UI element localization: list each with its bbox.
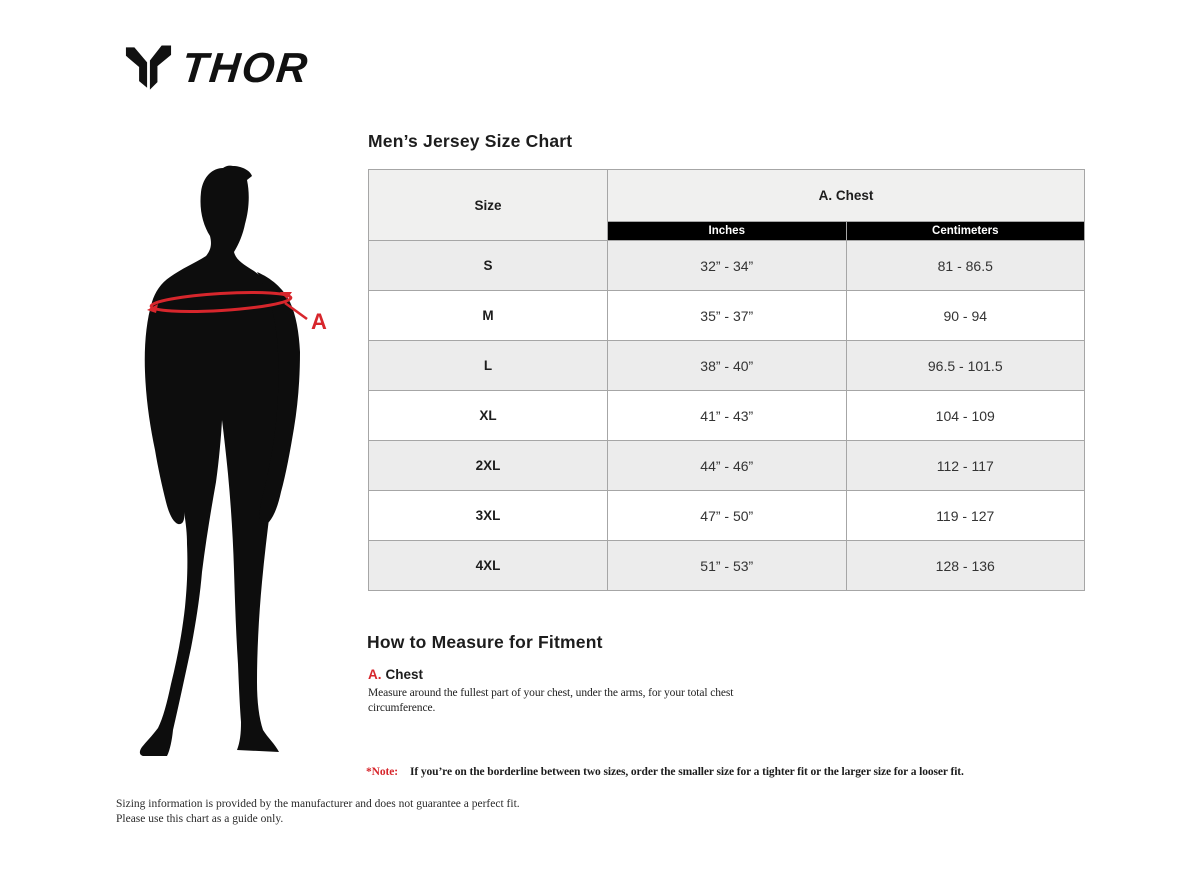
table-row [369,441,1085,491]
disclaimer [116,797,546,827]
column-header-inches: Inches [608,222,847,241]
inches-value: 35” - 37” [608,291,847,341]
sizing-note [366,766,1066,778]
chest-measure-label: A [311,309,327,334]
thor-logo [125,44,312,92]
column-header-chest: A. Chest [608,170,1085,222]
cm-value: 119 - 127 [846,491,1085,541]
inches-value: 51” - 53” [608,541,847,591]
fitment-item-chest [368,667,423,682]
size-chart-table [368,169,1085,591]
inches-value: 41” - 43” [608,391,847,441]
cm-value: 112 - 117 [846,441,1085,491]
inches-value: 47” - 50” [608,491,847,541]
thor-wordmark: THOR [179,44,312,91]
cm-value: 90 - 94 [846,291,1085,341]
table-row [369,291,1085,341]
size-chart-title: Men’s Jersey Size Chart [368,131,573,151]
table-row [369,241,1085,291]
disclaimer-line1: Sizing information is provided by the manufacturer and does not guarantee a perfect fit. [116,798,520,810]
cm-value: 96.5 - 101.5 [846,341,1085,391]
column-header-centimeters: Centimeters [846,222,1085,241]
table-row [369,541,1085,591]
fitment-item-description: Measure around the fullest part of your chest, under the arms, for your total chest circumference. [368,687,734,714]
note-prefix: *Note: [366,766,398,778]
thor-horns-icon [125,44,172,92]
cm-value: 104 - 109 [846,391,1085,441]
size-label: 3XL [369,491,608,541]
size-label: XL [369,391,608,441]
disclaimer-line2: Please use this chart as a guide only. [116,813,284,825]
inches-value: 32” - 34” [608,241,847,291]
fitment-item-key: A. [368,667,382,682]
table-row [369,341,1085,391]
fitment-title: How to Measure for Fitment [367,632,603,652]
note-text: If you’re on the borderline between two sizes, order the smaller size for a tighter fit or the larger size for a looser fit. [409,766,964,778]
table-row [369,391,1085,441]
cm-value: 128 - 136 [846,541,1085,591]
size-label: 2XL [369,441,608,491]
table-row [369,491,1085,541]
inches-value: 44” - 46” [608,441,847,491]
size-label: L [369,341,608,391]
cm-value: 81 - 86.5 [846,241,1085,291]
size-label: M [369,291,608,341]
size-label: 4XL [369,541,608,591]
size-label: S [369,241,608,291]
measurement-diagram [137,162,357,762]
inches-value: 38” - 40” [608,341,847,391]
body-silhouette [137,162,357,762]
column-header-size: Size [369,170,608,241]
fitment-item-name: Chest [385,667,424,682]
